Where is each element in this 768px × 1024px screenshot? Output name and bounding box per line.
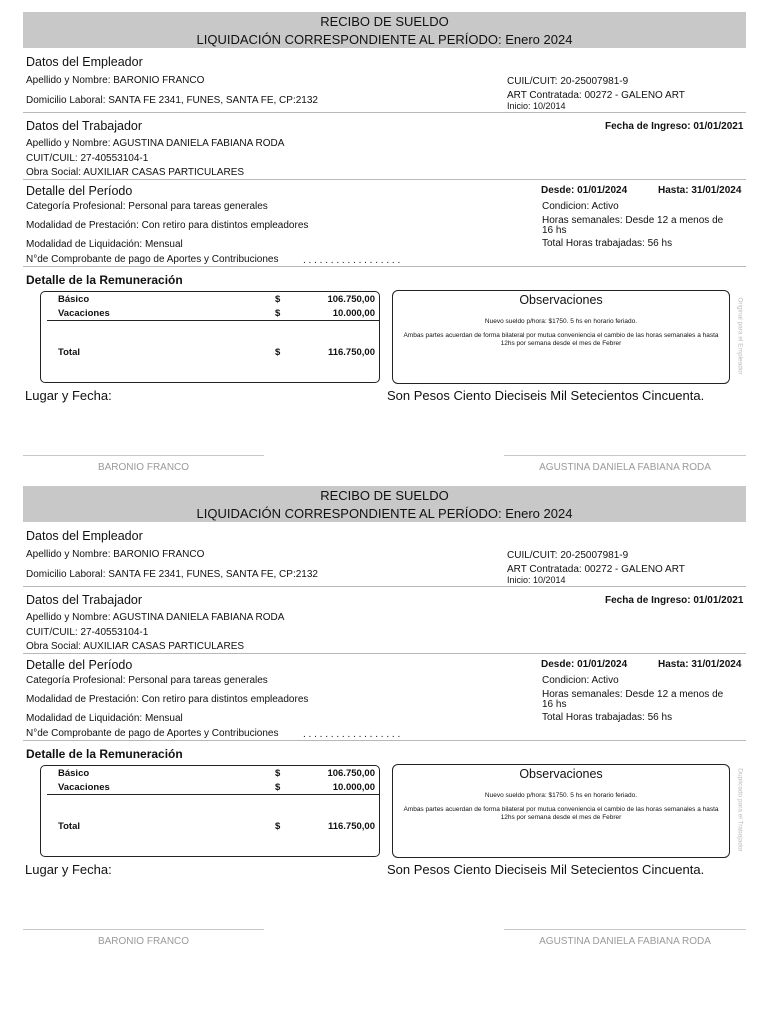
divider <box>23 740 746 741</box>
period-comprobante: N°de Comprobante de pago de Aportes y Contribuciones <box>26 254 279 265</box>
period-horas-line2: 16 hs <box>542 699 567 710</box>
employer-signature-line <box>23 455 264 456</box>
worker-section-title: Datos del Trabajador <box>26 593 143 607</box>
rem-amount-total: 116.750,00 <box>327 821 375 832</box>
header-title: RECIBO DE SUELDO <box>320 488 449 503</box>
observation-note-2: Ambas partes acuerdan de forma bilateral por mutua conveniencia el cambio de las horas semanales a hasta 12hs por semana desde el mes de Febrer <box>403 332 719 347</box>
employer-signature-name: BARONIO FRANCO <box>97 936 190 947</box>
rem-currency-total: $ <box>275 821 281 832</box>
employer-art: ART Contratada: 00272 - GALENO ART <box>507 564 685 575</box>
employer-art-start: Inicio: 10/2014 <box>507 575 566 585</box>
header-title: RECIBO DE SUELDO <box>320 14 449 29</box>
receipt-header <box>23 486 746 522</box>
period-comprobante-dots: . . . . . . . . . . . . . . . . . . <box>303 729 401 740</box>
period-comprobante: N°de Comprobante de pago de Aportes y Contribuciones <box>26 728 279 739</box>
copy-side-note <box>736 764 744 856</box>
amount-in-words: Son Pesos Ciento Dieciseis Mil Setecientos Cincuenta. <box>387 388 705 403</box>
observations-box <box>392 290 730 384</box>
rem-label-vacaciones: Vacaciones <box>58 308 110 319</box>
period-section-title: Detalle del Período <box>26 184 133 198</box>
divider <box>23 112 746 113</box>
rem-label-vacaciones: Vacaciones <box>58 782 110 793</box>
employer-signature-name: BARONIO FRANCO <box>97 462 190 473</box>
rem-separator <box>47 320 379 321</box>
period-section-title: Detalle del Período <box>26 658 133 672</box>
divider <box>23 266 746 267</box>
employer-art-start: Inicio: 10/2014 <box>507 101 566 111</box>
rem-amount-vacaciones: 10.000,00 <box>332 308 375 319</box>
observations-title: Observaciones <box>519 293 603 307</box>
worker-obra-social: Obra Social: AUXILIAR CASAS PARTICULARES <box>26 641 245 652</box>
period-condicion: Condicion: Activo <box>542 675 619 686</box>
employer-address: Domicilio Laboral: SANTA FE 2341, FUNES, SANTA FE, CP:2132 <box>26 95 318 106</box>
remuneration-box <box>40 291 380 383</box>
header-period: LIQUIDACIÓN CORRESPONDIENTE AL PERÍODO: Enero 2024 <box>196 32 573 47</box>
period-desde: Desde: 01/01/2024 <box>541 185 628 196</box>
lugar-fecha-label: Lugar y Fecha: <box>25 862 112 877</box>
period-modalidad: Modalidad de Prestación: Con retiro para distintos empleadores <box>26 694 309 705</box>
worker-signature-name: AGUSTINA DANIELA FABIANA RODA <box>539 936 711 947</box>
rem-amount-vacaciones: 10.000,00 <box>332 782 375 793</box>
rem-amount-basico: 106.750,00 <box>327 294 375 305</box>
remuneration-section-title: Detalle de la Remuneración <box>26 273 183 287</box>
rem-label-total: Total <box>58 821 80 832</box>
divider <box>23 586 746 587</box>
rem-amount-total: 116.750,00 <box>327 347 375 358</box>
observation-note-2: Ambas partes acuerdan de forma bilateral por mutua conveniencia el cambio de las horas semanales a hasta 12hs por semana desde el mes de Febrer <box>403 806 719 821</box>
receipt-2 <box>0 474 768 948</box>
worker-name: Apellido y Nombre: AGUSTINA DANIELA FABIANA RODA <box>26 612 285 623</box>
period-modalidad: Modalidad de Prestación: Con retiro para distintos empleadores <box>26 220 309 231</box>
receipt-header <box>23 12 746 48</box>
divider <box>23 653 746 654</box>
copy-side-note-text: Duplicado para el Trabajador <box>736 768 744 852</box>
period-condicion: Condicion: Activo <box>542 201 619 212</box>
rem-currency-basico: $ <box>275 294 281 305</box>
worker-signature-line <box>504 455 746 456</box>
period-horas-line2: 16 hs <box>542 225 567 236</box>
amount-in-words: Son Pesos Ciento Dieciseis Mil Setecientos Cincuenta. <box>387 862 705 877</box>
observations-title: Observaciones <box>519 767 603 781</box>
worker-name: Apellido y Nombre: AGUSTINA DANIELA FABIANA RODA <box>26 138 285 149</box>
lugar-fecha-label: Lugar y Fecha: <box>25 388 112 403</box>
employer-cuit: CUIL/CUIT: 20-25007981-9 <box>507 550 629 561</box>
worker-cuit: CUIT/CUIL: 27-40553104-1 <box>26 153 149 164</box>
employer-section-title: Datos del Empleador <box>26 55 143 69</box>
period-horas-line1: Horas semanales: Desde 12 a menos de <box>542 689 724 700</box>
employer-art: ART Contratada: 00272 - GALENO ART <box>507 90 685 101</box>
observation-note-1: Nuevo sueldo p/hora: $1750. 5 hs en horario feriado. <box>484 318 638 325</box>
period-total-horas: Total Horas trabajadas: 56 hs <box>542 712 673 723</box>
period-desde: Desde: 01/01/2024 <box>541 659 628 670</box>
header-period: LIQUIDACIÓN CORRESPONDIENTE AL PERÍODO: Enero 2024 <box>196 506 573 521</box>
period-total-horas: Total Horas trabajadas: 56 hs <box>542 238 673 249</box>
divider <box>23 179 746 180</box>
employer-name: Apellido y Nombre: BARONIO FRANCO <box>26 75 205 86</box>
remuneration-box <box>40 765 380 857</box>
period-horas-line1: Horas semanales: Desde 12 a menos de <box>542 215 724 226</box>
receipt-1 <box>0 0 768 474</box>
employer-address: Domicilio Laboral: SANTA FE 2341, FUNES, SANTA FE, CP:2132 <box>26 569 318 580</box>
copy-side-note-text: Original para el Empleador <box>736 297 744 375</box>
rem-currency-vacaciones: $ <box>275 782 281 793</box>
rem-separator <box>47 794 379 795</box>
period-liquidacion: Modalidad de Liquidación: Mensual <box>26 713 183 724</box>
worker-ingreso-date: Fecha de Ingreso: 01/01/2021 <box>605 121 744 132</box>
period-liquidacion: Modalidad de Liquidación: Mensual <box>26 239 183 250</box>
worker-signature-line <box>504 929 746 930</box>
period-hasta: Hasta: 31/01/2024 <box>658 185 742 196</box>
rem-currency-vacaciones: $ <box>275 308 281 319</box>
employer-signature-line <box>23 929 264 930</box>
period-hasta: Hasta: 31/01/2024 <box>658 659 742 670</box>
rem-label-total: Total <box>58 347 80 358</box>
remuneration-section-title: Detalle de la Remuneración <box>26 747 183 761</box>
rem-currency-basico: $ <box>275 768 281 779</box>
period-categoria: Categoría Profesional: Personal para tareas generales <box>26 201 268 212</box>
employer-cuit: CUIL/CUIT: 20-25007981-9 <box>507 76 629 87</box>
copy-side-note <box>736 290 744 382</box>
worker-ingreso-date: Fecha de Ingreso: 01/01/2021 <box>605 595 744 606</box>
worker-section-title: Datos del Trabajador <box>26 119 143 133</box>
period-comprobante-dots: . . . . . . . . . . . . . . . . . . <box>303 255 401 266</box>
employer-name: Apellido y Nombre: BARONIO FRANCO <box>26 549 205 560</box>
rem-amount-basico: 106.750,00 <box>327 768 375 779</box>
rem-label-basico: Básico <box>58 768 90 779</box>
observations-box <box>392 764 730 858</box>
observation-note-1: Nuevo sueldo p/hora: $1750. 5 hs en horario feriado. <box>484 792 638 799</box>
worker-obra-social: Obra Social: AUXILIAR CASAS PARTICULARES <box>26 167 245 178</box>
rem-currency-total: $ <box>275 347 281 358</box>
worker-signature-name: AGUSTINA DANIELA FABIANA RODA <box>539 462 711 473</box>
worker-cuit: CUIT/CUIL: 27-40553104-1 <box>26 627 149 638</box>
rem-label-basico: Básico <box>58 294 90 305</box>
employer-section-title: Datos del Empleador <box>26 529 143 543</box>
period-categoria: Categoría Profesional: Personal para tareas generales <box>26 675 268 686</box>
